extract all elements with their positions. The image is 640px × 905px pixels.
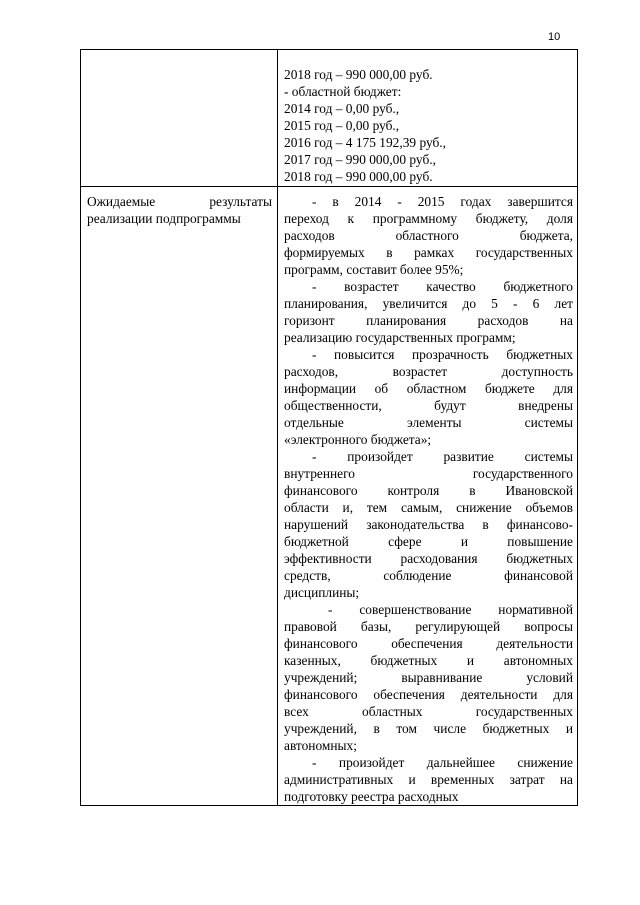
text-line: учреждений, в том числе бюджетных и — [284, 721, 573, 736]
label-line: реализации подпрограммы — [87, 211, 241, 226]
row1-value-cell — [278, 50, 578, 187]
text-line: автономных; — [284, 738, 357, 753]
text-line: учреждений; выравнивание условий — [284, 670, 573, 685]
text-line: расходов областного бюджета, — [284, 228, 573, 243]
text-line: информации об областном бюджете для — [284, 381, 573, 396]
text-line: финансового обеспечения деятельности для — [284, 687, 573, 702]
text-line: всех областных государственных — [284, 704, 573, 719]
text-line: расходов, возрастет доступность — [284, 364, 573, 379]
financing-line: 2016 год – 4 175 192,39 руб., — [284, 135, 446, 150]
text-line: области и, тем самым, снижение объемов — [284, 500, 573, 515]
financing-line: 2015 год – 0,00 руб., — [284, 118, 400, 133]
text-line: «электронного бюджета»; — [284, 432, 432, 447]
text-line: правовой базы, регулирующей вопросы — [284, 619, 573, 634]
text-line: нарушений законодательства в финансово- — [284, 517, 573, 532]
text-line: финансового контроля в Ивановской — [284, 483, 573, 498]
text-line: - возрастет качество бюджетного — [312, 279, 573, 294]
label-line: Ожидаемые результаты — [87, 194, 272, 209]
row2-value-cell — [278, 187, 578, 806]
text-line: внутреннего государственного — [284, 466, 573, 481]
row2-label-cell — [81, 187, 278, 806]
text-line: эффективности расходования бюджетных — [284, 551, 573, 566]
text-line: - произойдет развитие системы — [312, 449, 573, 464]
expected-results-text — [284, 193, 573, 805]
table-row-expected-results — [81, 187, 578, 806]
text-line: казенных, бюджетных и автономных — [284, 653, 573, 668]
text-line: горизонт планирования расходов на — [284, 313, 573, 328]
text-line: - в 2014 - 2015 годах завершится — [312, 194, 573, 209]
financing-lines — [278, 50, 577, 186]
financing-line: 2018 год – 990 000,00 руб. — [284, 169, 433, 184]
text-line: планирования, увеличится до 5 - 6 лет — [284, 296, 573, 311]
table-row-financing — [81, 50, 578, 187]
text-line: реализацию государственных программ; — [284, 330, 516, 345]
text-line: подготовку реестра расходных — [284, 789, 459, 804]
financing-line: 2017 год – 990 000,00 руб., — [284, 152, 436, 167]
row1-label-cell — [81, 50, 278, 187]
financing-line: - областной бюджет: — [284, 84, 402, 99]
financing-line: 2018 год – 990 000,00 руб. — [284, 67, 433, 82]
text-line: бюджетной сфере и повышение — [284, 534, 573, 549]
financing-line: 2014 год – 0,00 руб., — [284, 101, 400, 116]
expected-results-label — [87, 193, 272, 227]
text-line: переход к программному бюджету, доля — [284, 211, 573, 226]
text-line: - совершенствование нормативной — [328, 602, 573, 617]
page-number: 10 — [548, 31, 561, 43]
text-line: средств, соблюдение финансовой — [284, 568, 573, 583]
text-line: дисциплины; — [284, 585, 360, 600]
text-line: общественности, будут внедрены — [284, 398, 573, 413]
text-line: административных и временных затрат на — [284, 772, 573, 787]
text-line: формируемых в рамках государственных — [284, 245, 573, 260]
text-line: - повысится прозрачность бюджетных — [312, 347, 573, 362]
passport-table — [80, 49, 578, 806]
text-line: финансового обеспечения деятельности — [284, 636, 573, 651]
text-line: - произойдет дальнейшее снижение — [312, 755, 573, 770]
text-line: программ, составит более 95%; — [284, 262, 464, 277]
text-line: отдельные элементы системы — [284, 415, 573, 430]
